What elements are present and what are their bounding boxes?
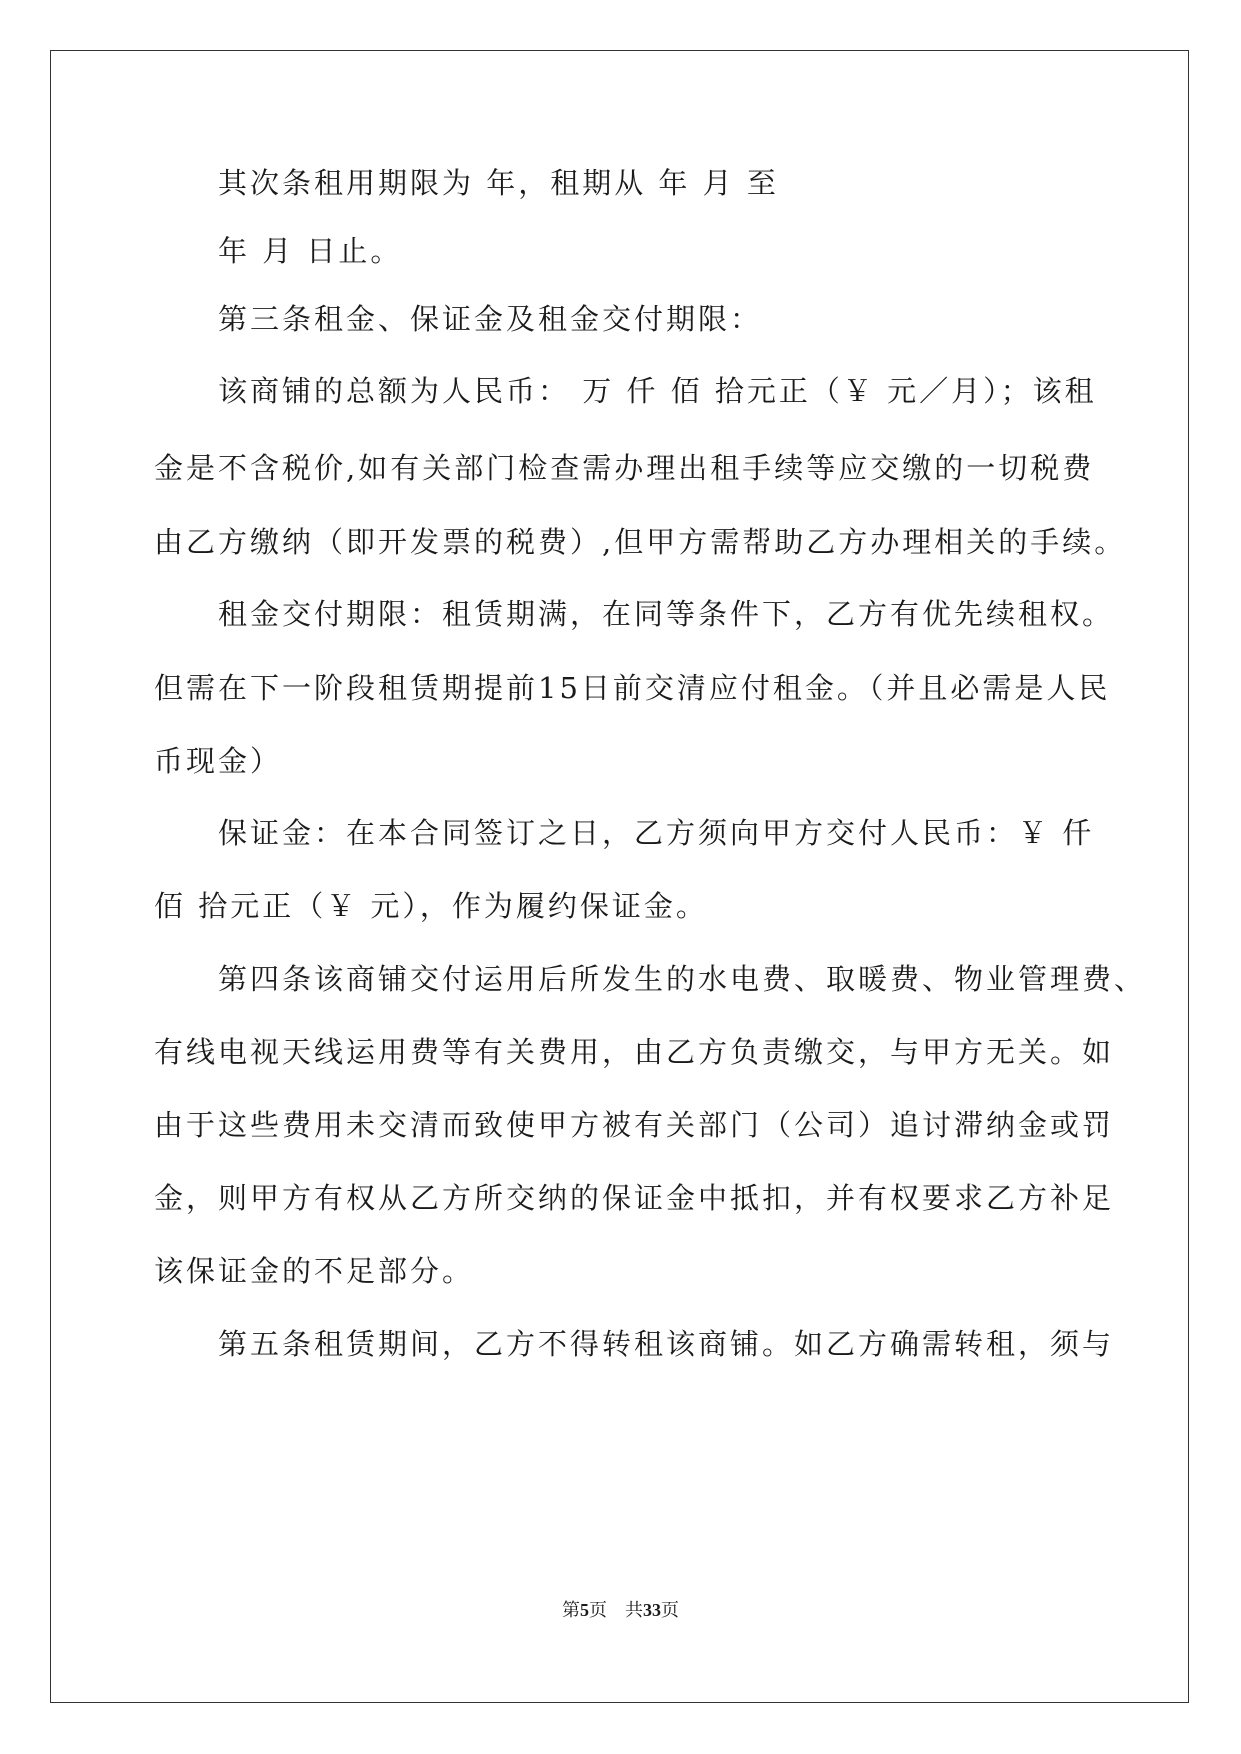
text-line: 其次条租用期限为 年，租期从 年 月 至 [218, 166, 779, 200]
text-line: 有线电视天线运用费等有关费用，由乙方负责缴交，与甲方无关。如 [154, 1035, 1115, 1069]
footer-mid: 页 共 [589, 1600, 643, 1620]
section-heading: 第三条租金、保证金及租金交付期限： [218, 302, 763, 336]
page-footer [0, 1596, 1241, 1622]
text-line: 租金交付期限：租赁期满，在同等条件下，乙方有优先续租权。 [218, 597, 1115, 631]
footer-suffix: 页 [661, 1600, 679, 1620]
text-line: 金，则甲方有权从乙方所交纳的保证金中抵扣，并有权要求乙方补足 [154, 1181, 1115, 1215]
text-line: 币现金） [154, 744, 283, 778]
page-border [50, 50, 1189, 1703]
text-line: 佰 拾元正（￥ 元），作为履约保证金。 [154, 889, 708, 923]
text-line: 但需在下一阶段租赁期提前15日前交清应付租金。（并且必需是人民 [154, 671, 1111, 705]
text-line: 金是不含税价,如有关部门检查需办理出租手续等应交缴的一切税费 [154, 451, 1095, 485]
total-page-count: 33 [643, 1600, 661, 1620]
text-line: 该商铺的总额为人民币： 万 仟 佰 拾元正（￥ 元／月）；该租 [218, 374, 1097, 408]
current-page-number: 5 [580, 1600, 589, 1620]
text-line: 由乙方缴纳（即开发票的税费）,但甲方需帮助乙方办理相关的手续。 [154, 525, 1127, 559]
text-line: 年 月 日止。 [218, 234, 403, 268]
text-line: 第五条租赁期间，乙方不得转租该商铺。如乙方确需转租，须与 [218, 1327, 1115, 1361]
text-line: 保证金：在本合同签订之日，乙方须向甲方交付人民币：￥ 仟 [218, 816, 1095, 850]
text-line: 该保证金的不足部分。 [154, 1254, 475, 1288]
text-line: 由于这些费用未交清而致使甲方被有关部门（公司）追讨滞纳金或罚 [154, 1108, 1115, 1142]
text-line: 第四条该商铺交付运用后所发生的水电费、取暖费、物业管理费、 [218, 962, 1147, 996]
footer-prefix: 第 [562, 1600, 580, 1620]
